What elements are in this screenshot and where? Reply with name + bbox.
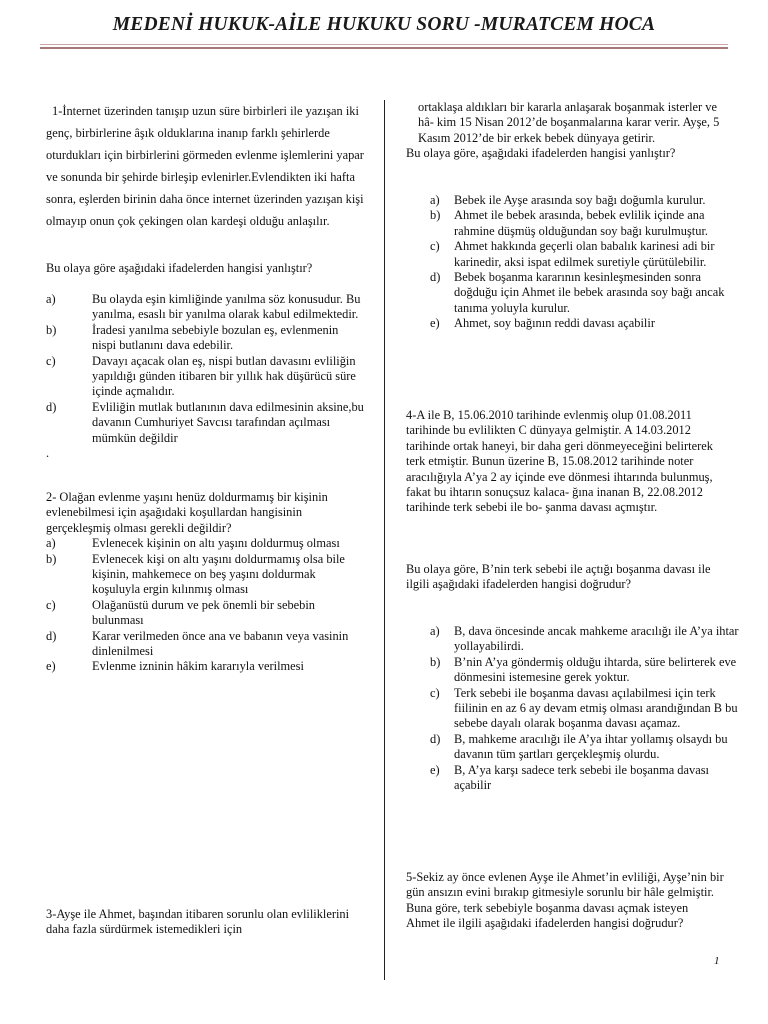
option-1a[interactable]: a) Bu olayda eşin kimliğinde yanılma söz konusudur. Bu yanılma, esaslı bir yanılma olarak kabul edilmektedir. <box>46 292 361 322</box>
question-4 <box>406 408 724 516</box>
question-5-text: 5-Sekiz ay önce evlenen Ayşe ile Ahmet’in evliliği, Ayşe’nin bir gün ansızın evini bırakıp gitmesiyle sorunlu bir hâle gelmiştir. Buna göre, terk sebebiyle boşanma davası açmak isteyen Ahmet ile ilgili aşağıdaki ifadelerden hangisi doğrudur? <box>406 870 724 931</box>
option-4b[interactable]: b) B’nin A’ya göndermiş olduğu ihtarda, süre belirterek eve dönmesini istemesine gerek yoktur. <box>430 654 737 685</box>
question-4-text: 4-A ile B, 15.06.2010 tarihinde evlenmiş olup 01.08.2011 tarihinde bu evlilikten C dünyaya gelmiştir. A 14.03.2012 tarihinde ortak haneyi, bir daha geri dönmeyeceğini belirterek terk etmiştir. Bunun üzerine B, 15.08.2012 tarihinde noter aracılığıyla A’ya 2 ay içinde eve dönmesi ihtarında bulunmuş, fakat bu ihtarın sonuçsuz kalaca- ğına inanan B, 22.08.2012 tarihinde terk sebebi ile bo- şanma davası açmıştır. <box>406 408 713 515</box>
option-1c[interactable]: c) Davayı açacak olan eş, nispi butlan davasını evliliğin yapıldığı günden itibaren bir yıllık hak düşürücü süre içinde açmalıdır. <box>46 353 356 399</box>
question-3-text: ortaklaşa aldıkları bir kararla anlaşarak boşanmak isterler ve hâ- kim 15 Nisan 2012’de boşanmalarına karar verir. Ayşe, 5 Kasım 2012’de bir erkek bebek dünyaya getirir. <box>418 100 720 145</box>
option-3e[interactable]: e) Ahmet, soy bağının reddi davası açabilir <box>430 316 655 331</box>
header-rule-thick <box>40 47 728 49</box>
option-2a[interactable]: a) Evlenecek kişinin on altı yaşını doldurmuş olması <box>46 536 340 551</box>
page-header-title: MEDENİ HUKUK-AİLE HUKUKU SORU -MURATCEM HOCA <box>112 14 656 35</box>
question-2 <box>46 490 364 675</box>
option-3d[interactable]: d) Bebek boşanma kararının kesinleşmesinden sonra doğduğu için Ahmet ile bebek arasında soy bağı ancak tanıma yoluyla kurulur. <box>430 270 725 315</box>
question-4-options <box>406 624 746 793</box>
option-4a[interactable]: a) B, dava öncesinde ancak mahkeme aracılığı ile A’ya ihtar yollayabilirdi. <box>430 624 739 654</box>
option-2e[interactable]: e) Evlenme izninin hâkim kararıyla verilmesi <box>46 659 304 674</box>
option-3a[interactable]: a) Bebek ile Ayşe arasında soy bağı doğumla kurulur. <box>430 193 706 207</box>
question-1 <box>46 100 364 233</box>
option-1d[interactable]: d) Evliliğin mutlak butlanının dava edilmesinin aksine,bu davanın Cumhuriyet Savcısı tarafından açılması mümkün değildir <box>46 399 364 445</box>
question-1-options <box>46 292 364 461</box>
option-2b[interactable]: b) Evlenecek kişi on altı yaşını doldurmamış olsa bile kişinin, mahkemece on beş yaşını doldurmak koşuluyla ergin kılınmış olması <box>46 551 345 597</box>
option-3b[interactable]: b) Ahmet ile bebek arasında, bebek evlilik içinde ana rahmine düşmüş olduğundan soy bağı kurulmuştur. <box>430 208 708 238</box>
option-2d[interactable]: d) Karar verilmeden önce ana ve babanın veya vasinin dinlenilmesi <box>46 628 349 659</box>
option-4c[interactable]: c) Terk sebebi ile boşanma davası açılabilmesi için terk fiilinin en az 6 ay devam etmiş olması arandığından B bu sebebe dayalı olarak boşanma davası açamaz. <box>430 685 738 731</box>
question-2-text: 2- Olağan evlenme yaşını henüz doldurmamış bir kişinin evlenebilmesi için aşağıdaki koşullardan hangisinin gerçekleşmiş olması gerekli değildir? <box>46 490 328 535</box>
option-4d[interactable]: d) B, mahkeme aracılığı ile A’ya ihtar yollamış olsaydı bu davanın tüm şartları gerçekleşmiş olurdu. <box>430 731 728 762</box>
page-number: 1 <box>714 955 720 967</box>
option-3c[interactable]: c) Ahmet hakkında geçerli olan babalık karinesi adi bir karinedir, aksi ispat edilmek suretiyle çürütülebilir. <box>430 239 715 269</box>
question-3-prompt: Bu olaya göre, aşağıdaki ifadelerden hangisi yanlıştır? <box>406 146 676 161</box>
question-3-start: 3-Ayşe ile Ahmet, başından itibaren sorunlu olan evliliklerini daha fazla sürdürmek istemedikleri için <box>46 907 350 937</box>
question-1-trailing-dot: . <box>46 446 50 461</box>
option-4e[interactable]: e) B, A’ya karşı sadece terk sebebi ile boşanma davası açabilir <box>430 762 709 793</box>
question-4-prompt: Bu olaya göre, B’nin terk sebebi ile açtığı boşanma davası ile ilgili aşağıdaki ifadelerden hangisi doğrudur? <box>406 562 711 592</box>
option-1b[interactable]: b) İradesi yanılma sebebiyle bozulan eş, evlenmenin nispi butlanını dava edebilir. <box>46 322 339 353</box>
option-2c[interactable]: c) Olağanüstü durum ve pek önemli bir sebebin bulunması <box>46 597 315 628</box>
column-divider <box>384 100 385 980</box>
header-rule-thin <box>40 44 728 45</box>
question-5 <box>406 870 724 932</box>
question-1-prompt: Bu olaya göre aşağıdaki ifadelerden hangisi yanlıştır? <box>46 261 313 275</box>
question-3-options <box>406 193 746 332</box>
question-1-text: 1-İnternet üzerinden tanışıp uzun süre birbirleri ile yazışan iki genç, birbirlerine âşık olduklarına inanıp farklı şehirlerde oturdukları için birbirlerini görmeden evlenme işlemlerini yapar ve sonunda bir şehirde birleşip evlenirler.Evlendikten iki hafta sonra, eşlerden birinin daha önce internet üzerinden yazışan kişi olmayıp onun çok çekingen olan kardeşi olduğu anlaşılır. <box>46 104 364 229</box>
question-3-continued <box>406 100 732 162</box>
